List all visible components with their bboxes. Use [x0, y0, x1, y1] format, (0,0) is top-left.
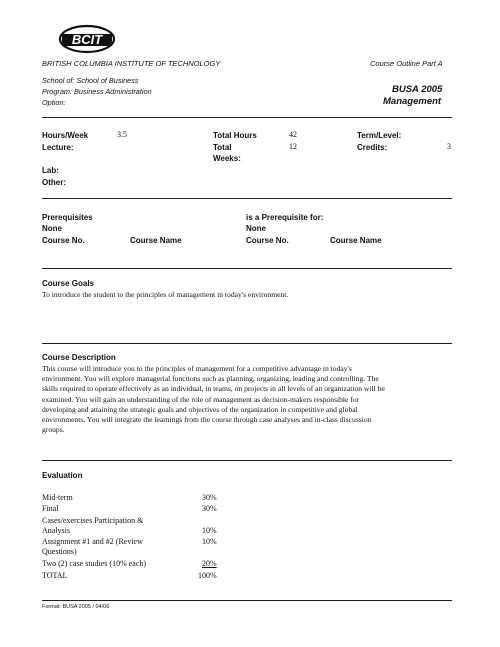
divider: [42, 460, 452, 461]
divider: [42, 600, 452, 601]
bcit-logo: [58, 24, 116, 56]
outline-part: Course Outline Part A: [370, 59, 443, 68]
term-level-label: Term/Level:: [357, 131, 402, 140]
prerequisites-value: None: [42, 224, 62, 233]
eval-total-label: TOTAL: [42, 571, 68, 580]
eval-total-pct: 100%: [198, 571, 217, 580]
eval-pct: 20%: [202, 559, 217, 568]
eval-pct: 10%: [202, 526, 217, 535]
description-line: environment. You will explore managerial functions such as planning, organizing, leading and controlling. The: [42, 374, 379, 384]
course-description-title: Course Description: [42, 353, 116, 362]
hours-week-label: Hours/Week: [42, 131, 89, 140]
divider: [42, 268, 452, 269]
option-line: Option:: [42, 98, 66, 107]
school-line: School of: School of Business: [42, 76, 139, 85]
total-weeks-label: Total: [213, 143, 232, 152]
course-title: Management: [383, 96, 442, 107]
eval-pct: 10%: [202, 537, 217, 546]
prereq-for-value: None: [246, 224, 266, 233]
course-goals-text: To introduce the student to the principles of management in today's environment.: [42, 290, 289, 299]
description-line: groups.: [42, 425, 65, 435]
eval-pct: 30%: [202, 504, 217, 513]
total-weeks-label-2: Weeks:: [213, 154, 241, 163]
prereq-for-title: is a Prerequisite for:: [246, 213, 324, 222]
course-goals-title: Course Goals: [42, 279, 95, 288]
eval-item: Final: [42, 504, 59, 513]
divider: [42, 198, 452, 199]
prereq-col-course-name: Course Name: [130, 236, 182, 245]
total-hours-label: Total Hours: [213, 131, 257, 140]
eval-item: Assignment #1 and #2 (Review: [42, 537, 143, 546]
total-weeks-value: 12: [289, 142, 297, 151]
eval-item-cont: Questions): [42, 547, 77, 556]
total-hours-value: 42: [289, 130, 297, 139]
eval-item: Two (2) case studies (10% each): [42, 559, 147, 568]
eval-pct: 30%: [202, 493, 217, 502]
prereq-for-col-course-no: Course No.: [246, 236, 289, 245]
course-code: BUSA 2005: [392, 84, 443, 95]
lecture-label: Lecture:: [42, 143, 74, 152]
course-description-text: [42, 364, 452, 435]
prereq-for-col-course-name: Course Name: [330, 236, 382, 245]
divider: [42, 117, 452, 118]
description-line: skills required to operate effectively as an individual, in teams, on projects in all levels of an organization will be: [42, 384, 385, 394]
eval-item-cont: Analysis: [42, 526, 70, 535]
prerequisites-title: Prerequisites: [42, 213, 93, 222]
credits-value: 3: [447, 142, 451, 151]
hours-week-value: 3.5: [117, 130, 127, 139]
other-label: Other:: [42, 178, 66, 187]
divider: [42, 343, 452, 344]
evaluation-title: Evaluation: [42, 471, 83, 480]
footer-format: Format: BUSA 2005 / 04/06: [42, 604, 110, 610]
description-line: examined. You will gain an understanding of the role of management as decision-makers responsible for: [42, 394, 360, 404]
institute-name: BRITISH COLUMBIA INSTITUTE OF TECHNOLOGY: [42, 59, 221, 68]
description-line: This course will introduce you to the principles of management for a competitive advantage in today's: [42, 364, 352, 373]
prereq-col-course-no: Course No.: [42, 236, 85, 245]
eval-item: Mid-term: [42, 493, 73, 502]
logo-text: BCIT: [71, 32, 103, 47]
eval-item: Cases/exercises Participation &: [42, 516, 144, 525]
lab-label: Lab:: [42, 166, 59, 175]
description-line: developing and attaining the strategic goals and objectives of the organization in competitive and global: [42, 404, 358, 414]
description-line: environments. You will integrate the learnings from the course through case analyses and in-class discussion: [42, 415, 372, 425]
credits-label: Credits:: [357, 143, 388, 152]
program-line: Program: Business Administration: [42, 87, 152, 96]
